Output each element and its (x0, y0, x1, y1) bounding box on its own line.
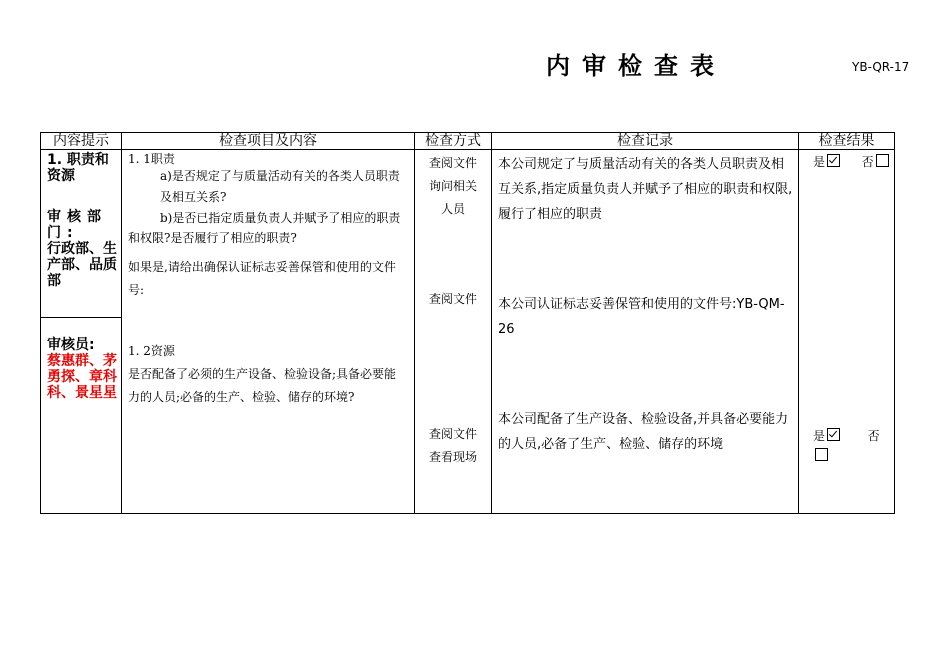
method-2: 查阅文件 (428, 292, 477, 306)
item-1-2-title: 1. 2资源 (128, 344, 175, 358)
items-cell (122, 150, 415, 514)
auditor-label: 审核员: (47, 337, 95, 353)
dept-list: 行政部、生产部、品质部 (47, 241, 117, 289)
item-1-1-title: 1. 1职责 (128, 152, 175, 166)
method-1-a: 查阅文件 (428, 156, 477, 170)
item-1-1-c: 如果是,请给出确保认证标志妥善保管和使用的文件号: (128, 260, 396, 297)
item-1-1-a: a)是否规定了与质量活动有关的各类人员职责及相互关系? (160, 169, 400, 204)
yes-checkbox-checked[interactable] (827, 154, 840, 167)
method-1-b: 询问相关 (428, 179, 477, 193)
no-label: 否 (861, 155, 874, 169)
cell-divider (41, 317, 121, 318)
col-header-method: 检查方式 (415, 133, 492, 150)
page-title: 内审检查表 (546, 52, 726, 80)
method-cell (415, 150, 492, 514)
col-header-prompt: 内容提示 (41, 133, 122, 150)
method-3-b: 查看现场 (428, 450, 477, 464)
col-header-record: 检查记录 (492, 133, 799, 150)
section-title: 1. 职责和资源 (47, 152, 109, 184)
yes-label: 是 (813, 155, 826, 169)
item-1-1-b: b)是否已指定质量负责人并赋予了相应的职责和权限?是否履行了相应的职责? (128, 211, 401, 245)
no-label: 否 (867, 429, 880, 443)
prompt-cell (41, 150, 122, 514)
item-1-2-question: 是否配备了必须的生产设备、检验设备;具备必要能力的人员;必备的生产、检验、储存的环境? (128, 367, 397, 404)
header-row (41, 133, 895, 150)
document-code: YB-QR-17 (852, 60, 910, 74)
result-cell (799, 150, 895, 514)
no-checkbox[interactable] (876, 154, 889, 167)
dept-label: 审核部门: (47, 209, 107, 241)
method-3-a: 查阅文件 (428, 427, 477, 441)
audit-checklist-table (40, 132, 895, 514)
auditor-list: 蔡惠群、茅勇探、章科科、景星星 (47, 353, 117, 401)
record-1: 本公司规定了与质量活动有关的各类人员职责及相互关系,指定质量负责人并赋予了相应的职责和权限,履行了相应的职责 (498, 157, 793, 222)
yes-label: 是 (813, 429, 826, 443)
no-checkbox[interactable] (815, 448, 828, 461)
col-header-result: 检查结果 (799, 133, 895, 150)
col-header-items: 检查项目及内容 (122, 133, 415, 150)
record-2: 本公司认证标志妥善保管和使用的文件号:YB-QM-26 (498, 297, 785, 337)
method-1-c: 人员 (440, 202, 465, 216)
record-3: 本公司配备了生产设备、检验设备,并具备必要能力的人员,必备了生产、检验、储存的环境 (498, 412, 789, 452)
table-row (41, 150, 895, 514)
yes-checkbox-checked[interactable] (827, 428, 840, 441)
record-cell (492, 150, 799, 514)
